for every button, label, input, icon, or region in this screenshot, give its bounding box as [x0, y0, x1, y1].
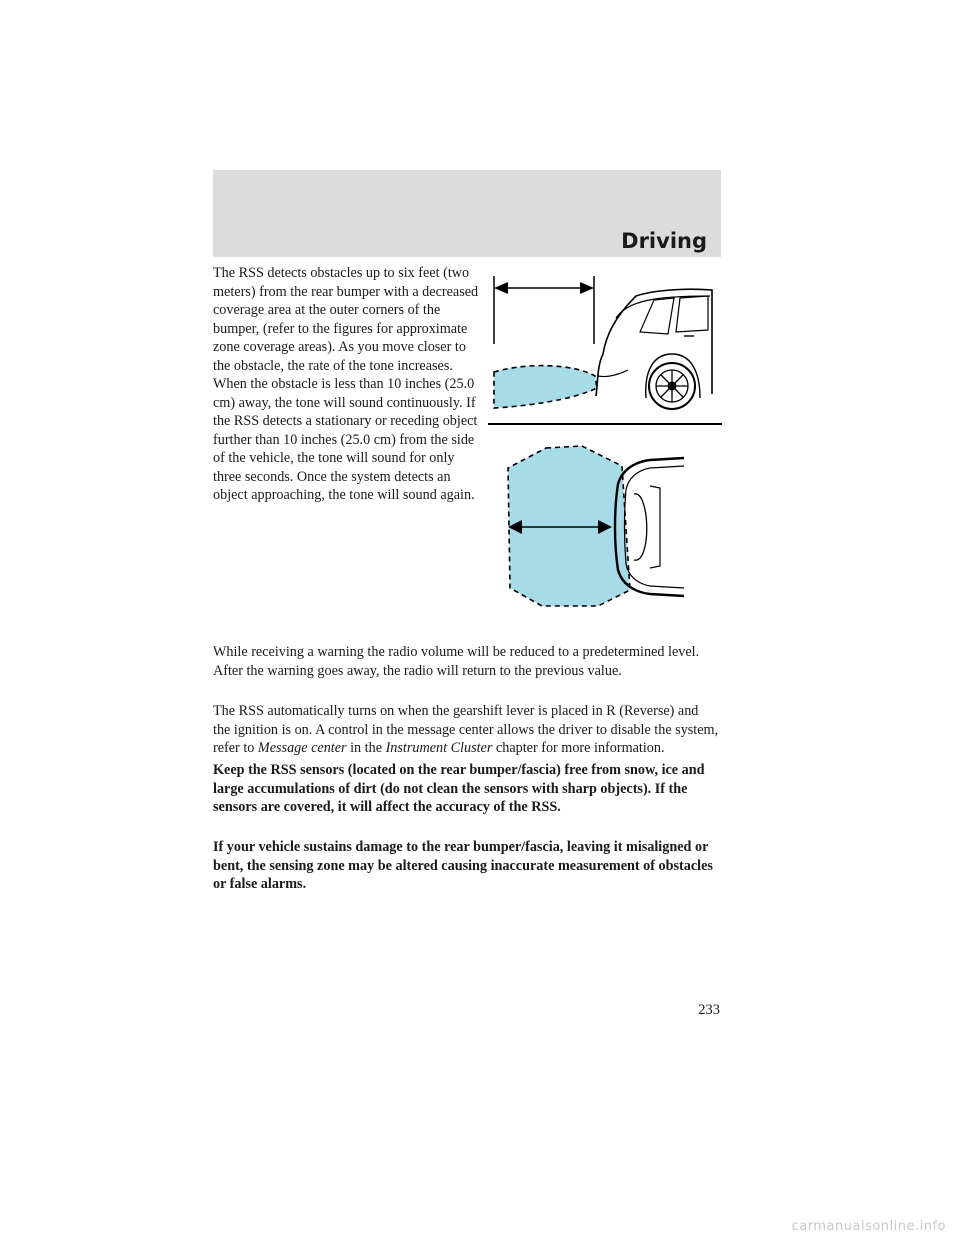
section-title: Driving	[621, 229, 707, 253]
wheel	[649, 363, 695, 409]
side-view-figure	[488, 274, 724, 429]
auto-on-paragraph	[213, 702, 719, 758]
auto-on-text-c: chapter for more information.	[492, 740, 665, 756]
auto-on-text-a: The RSS automatically turns on when the gearshift lever is placed in R (Reverse) and the ignition is on. A control in the message center allows the driver to disable the system, refer to	[213, 703, 719, 756]
range-arrow-head-right	[580, 282, 594, 294]
intro-paragraph: The RSS detects obstacles up to six feet (two meters) from the rear bumper with a decreased coverage area at the outer corners of the bumper, (refer to the figures for approximate zone coverage areas). As you move closer to the obstacle, the rate of the tone increases. When the obstacle is less than 10 inches (25.0 cm) away, the tone will sound continuously. If the RSS detects a stationary or receding object further than 10 inches (25.0 cm) from the side of the vehicle, the tone will sound for only three seconds. Once the system detects an object approaching, the tone will sound again.	[213, 265, 479, 503]
top-view-figure	[500, 440, 690, 612]
detection-zone-top	[508, 446, 630, 606]
auto-on-text-b: in the	[346, 740, 386, 756]
watermark: carmanualsonline.info	[791, 1219, 946, 1234]
header-band	[213, 170, 721, 257]
instrument-cluster-reference: Instrument Cluster	[385, 740, 493, 756]
radio-paragraph: While receiving a warning the radio volume will be reduced to a predetermined level. After the warning goes away, the radio will return to the previous value.	[213, 644, 700, 679]
damage-warning-paragraph: If your vehicle sustains damage to the rear bumper/fascia, leaving it misaligned or bent, the sensing zone may be altered causing inaccurate measurement of obstacles or false alarms.	[213, 839, 713, 892]
detection-zone-side	[494, 366, 597, 408]
page-number: 233	[698, 1002, 720, 1018]
sensor-warning-paragraph: Keep the RSS sensors (located on the rear bumper/fascia) free from snow, ice and large accumulations of dirt (do not clean the sensors with sharp objects). If the sensors are covered, it will affect the accuracy of the RSS.	[213, 762, 705, 815]
range-arrow-head-left	[494, 282, 508, 294]
message-center-reference: Message center	[257, 740, 347, 756]
